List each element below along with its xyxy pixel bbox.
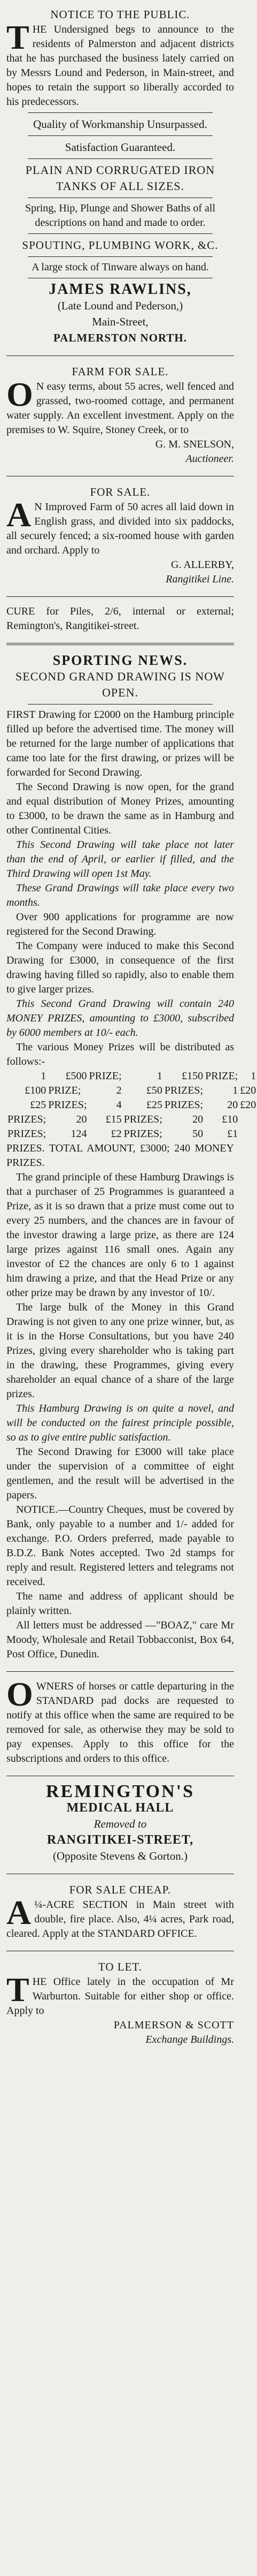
prize-cell: 1: [157, 1070, 162, 1082]
tanks-heading: PLAIN AND CORRUGATED IRON TANKS OF ALL SIZES.: [25, 163, 215, 193]
owners-notice-advert: [6, 1676, 234, 1771]
spouting-heading: SPOUTING, PLUMBING WORK, &C.: [22, 239, 219, 252]
paragraph: This Second Drawing will take place not later than the end of April, or earlier if filled, and the Third Drawing will open 1st May.: [6, 839, 234, 880]
prize-cell: 4: [116, 1099, 122, 1111]
for-sale-advert: [6, 481, 234, 592]
tinware-text: A large stock of Tinware always on hand.: [32, 261, 209, 273]
prize-total: PRIZES. TOTAL AMOUNT, £3000; 240 MONEY PRIZES.: [6, 1142, 234, 1169]
sporting-subheading: SECOND GRAND DRAWING IS NOW OPEN.: [15, 670, 225, 699]
for-sale-cheap-heading: FOR SALE CHEAP.: [69, 1883, 172, 1896]
town-line: PALMERSTON NORTH.: [53, 331, 187, 344]
remingtons-opposite: (Opposite Stevens & Gorton.): [53, 1850, 188, 1862]
for-sale-cheap-advert: [6, 1878, 234, 1946]
paragraph: The large bulk of the Money in this Grand Drawing is not given to any one prize winner, but, as it is in the Horse Consultations, but you have 240 Prizes, giving every shareholder who is taking part in the drawing, these Programmes, giving every shareholder an equal chance of a share of the large prizes.: [6, 1301, 234, 1400]
notice-body: HE Undersigned begs to announce to the residents of Palmerston and adjacent districts that he has purchased the business lately carried on by Messrs Lound and Pederson, in Main-street, and hopes to retain the support so liberally accorded to his predecessors.: [6, 24, 234, 108]
for-sale-place: Rangitikei Line.: [166, 573, 234, 585]
section-divider: [6, 355, 234, 356]
prize-cell: 20: [227, 1099, 238, 1111]
street-line: Main-Street,: [92, 315, 149, 328]
prize-cell: £15: [105, 1113, 122, 1125]
prize-cell: £20: [240, 1085, 256, 1096]
dropcap: T: [6, 18, 29, 56]
prize-cell: £10: [222, 1113, 238, 1125]
prize-row: [6, 1098, 257, 1112]
prize-cell: PRIZES;: [164, 1085, 204, 1096]
paragraph: The Second Drawing for £3000 will take place under the supervision of a committee of eight gentlemen, and the result will be advertised in the papers.: [6, 1446, 234, 1501]
prize-cell: £150: [182, 1070, 204, 1082]
for-sale-signature: G. ALLERBY,: [171, 559, 234, 571]
paragraph: NOTICE.—Country Cheques, must be covered by Bank, only payable to a number and 1/- added for exchange. P.O. Orders preferred, made payable to B.D.Z. Bank Notes accepted. Two 2d stamps for reply and result. Registered letters and telegrams not received.: [6, 1504, 234, 1588]
prize-cell: 1: [251, 1070, 256, 1082]
section-divider: [6, 596, 234, 597]
prize-cell: 50: [192, 1128, 204, 1140]
prize-cell: £50: [146, 1085, 162, 1096]
dropcap: O: [6, 1675, 33, 1713]
divider: [28, 256, 213, 257]
notice-heading: NOTICE TO THE PUBLIC.: [50, 8, 190, 21]
paragraph: This Second Grand Drawing will contain 240 MONEY PRIZES, amounting to £3000, subscribed by 6000 members at 10/- each.: [6, 998, 234, 1039]
paragraph: All letters must be addressed —"BOAZ," care Mr Moody, Wholesale and Retail Tobbacconist, Box 64, Post Office, Dunedin.: [6, 1619, 234, 1660]
for-sale-body: N Improved Farm of 50 acres all laid down in English grass, and divided into six paddocks, all securely fenced; a six-roomed house with garden and orchard. Apply to: [6, 501, 234, 556]
prize-cell: 124: [71, 1128, 87, 1140]
quality-line: Quality of Workmanship Unsurpassed.: [33, 118, 207, 131]
farm-signature-title: Auctioneer.: [185, 453, 234, 465]
remingtons-title: REMINGTON'S: [46, 1782, 194, 1801]
late-line: (Late Lound and Pederson,): [57, 299, 183, 312]
to-let-signature: PALMERSON & SCOTT: [113, 2019, 234, 2031]
prize-cell: PRIZES;: [7, 1113, 46, 1125]
paragraph: FIRST Drawing for £2000 on the Hamburg principle filled up before the advertised time. The money will be returned for the large number of applications that came too late for the first drawing, or prizes will be forwarded for Second Drawing.: [6, 709, 234, 778]
farm-body: N easy terms, about 55 acres, well fenced and grassed, two-roomed cottage, and permanent water supply. An excellent investment. Apply on the premises to W. Squire, Stoney Creek, or to: [6, 381, 234, 436]
sporting-heading: SPORTING NEWS.: [52, 653, 188, 668]
prize-cell: PRIZES;: [164, 1099, 204, 1111]
prize-cell: 20: [192, 1113, 204, 1125]
section-divider: [6, 643, 234, 645]
paragraph: The grand principle of these Hamburg Drawings is that a purchaser of 25 Programmes is guaranteed a Prize, as it is so drawn that a prize must come out to every 25 numbers, and the chances are in favour of the investor drawing a large prize, as there are 124 large prizes against 116 small ones. Again any investor of £2 the chances are only 6 to 1 against him drawing a prize, and that the Head Prize or any other prize may be drawn by any investor of 10/.: [6, 1171, 234, 1299]
divider: [28, 112, 213, 113]
notice-advert: [6, 3, 234, 351]
farm-heading: FARM FOR SALE.: [72, 365, 169, 378]
piles-cure-advert: [6, 601, 234, 639]
remingtons-removed: Removed to: [94, 1817, 147, 1830]
farm-signature: G. M. SNELSON,: [155, 438, 234, 450]
prize-cell: PRIZES;: [123, 1113, 162, 1125]
prize-row: [6, 1084, 257, 1098]
paragraph: The Company were induced to make this Second Drawing for £3000, in consequence of the first drawing having filled so rapidly, also to enable them to give larger prizes.: [6, 940, 234, 995]
paragraph: This Hamburg Drawing is on quite a novel, and will be conducted on the fairest principle possible, so as to give entire public satisfaction.: [6, 1403, 234, 1443]
remingtons-advert: [6, 1781, 234, 1869]
to-let-body: HE Office lately in the occupation of Mr Warburton. Suitable for either shop or office. Apply to: [6, 1976, 234, 2017]
divider: [28, 135, 213, 136]
paragraph: Over 900 applications for programme are now registered for the Second Drawing.: [6, 911, 234, 937]
prize-cell: 2: [116, 1085, 122, 1096]
satisfaction-line: Satisfaction Guaranteed.: [65, 141, 176, 154]
paragraph: These Grand Drawings will take place every two months.: [6, 882, 234, 908]
dropcap: T: [6, 1971, 29, 2009]
prize-cell: 20: [76, 1113, 87, 1125]
proprietor-name: JAMES RAWLINS,: [49, 281, 192, 298]
dropcap: O: [6, 375, 33, 413]
divider: [28, 233, 213, 234]
sporting-news-advert: [6, 649, 256, 1667]
prize-cell: £20: [240, 1099, 256, 1111]
remingtons-street: RANGITIKEI-STREET,: [46, 1833, 194, 1847]
paragraph: The Second Drawing is now open, for the grand and equal distribution of Money Prizes, amounting to £3000, to be drawn the same as in Hamburg and other Continental Cities.: [6, 781, 234, 836]
dropcap: A: [6, 1893, 32, 1931]
prize-cell: £100: [25, 1085, 46, 1096]
to-let-heading: TO LET.: [98, 1960, 143, 1973]
prize-cell: PRIZE;: [205, 1070, 238, 1082]
for-sale-cheap-body: ¼-ACRE SECTION in Main street with double, fire place. Also, 4¼ acres, Park road, cleared. Apply at the STANDARD OFFICE.: [6, 1899, 234, 1939]
prize-cell: PRIZES;: [123, 1128, 162, 1140]
baths-text: Spring, Hip, Plunge and Shower Baths of all descriptions on hand and made to order.: [25, 202, 216, 229]
prize-cell: 1: [41, 1070, 46, 1082]
prize-cell: PRIZES;: [7, 1128, 46, 1140]
piles-cure-body: CURE for Piles, 2/6, internal or external; Remington's, Rangitikei-street.: [6, 605, 234, 632]
prize-cell: PRIZES;: [48, 1099, 87, 1111]
divider: [28, 158, 213, 159]
paragraph: The various Money Prizes will be distributed as follows:-: [6, 1041, 234, 1067]
prize-cell: £1: [227, 1128, 238, 1140]
prize-row: [6, 1112, 257, 1127]
prize-cell: £25: [146, 1099, 162, 1111]
section-divider: [6, 1671, 234, 1672]
prize-row: [6, 1127, 257, 1141]
for-sale-heading: FOR SALE.: [90, 486, 151, 498]
prize-cell: £500: [65, 1070, 87, 1082]
prize-cell: £25: [30, 1099, 46, 1111]
prize-cell: £2: [111, 1128, 122, 1140]
prize-cell: PRIZE;: [89, 1070, 122, 1082]
to-let-advert: [6, 1956, 234, 2052]
prize-cell: PRIZE;: [48, 1085, 81, 1096]
owners-notice-body: WNERS of horses or cattle departuring in the STANDARD pad docks are requested to notify at this office when the same are required to be removed for sale, as otherwise they may be sold to pay expenses. Apply to this office for the subscriptions and orders to this office.: [6, 1680, 234, 1764]
prize-row: [6, 1069, 257, 1084]
dropcap: A: [6, 496, 32, 534]
paragraph: The name and address of applicant should be plainly written.: [6, 1590, 234, 1617]
prize-table: [6, 1069, 257, 1141]
prize-cell: 1: [232, 1085, 238, 1096]
to-let-place: Exchange Buildings.: [145, 2034, 234, 2045]
farm-advert: [6, 360, 234, 472]
remingtons-subtitle: MEDICAL HALL: [66, 1801, 174, 1815]
